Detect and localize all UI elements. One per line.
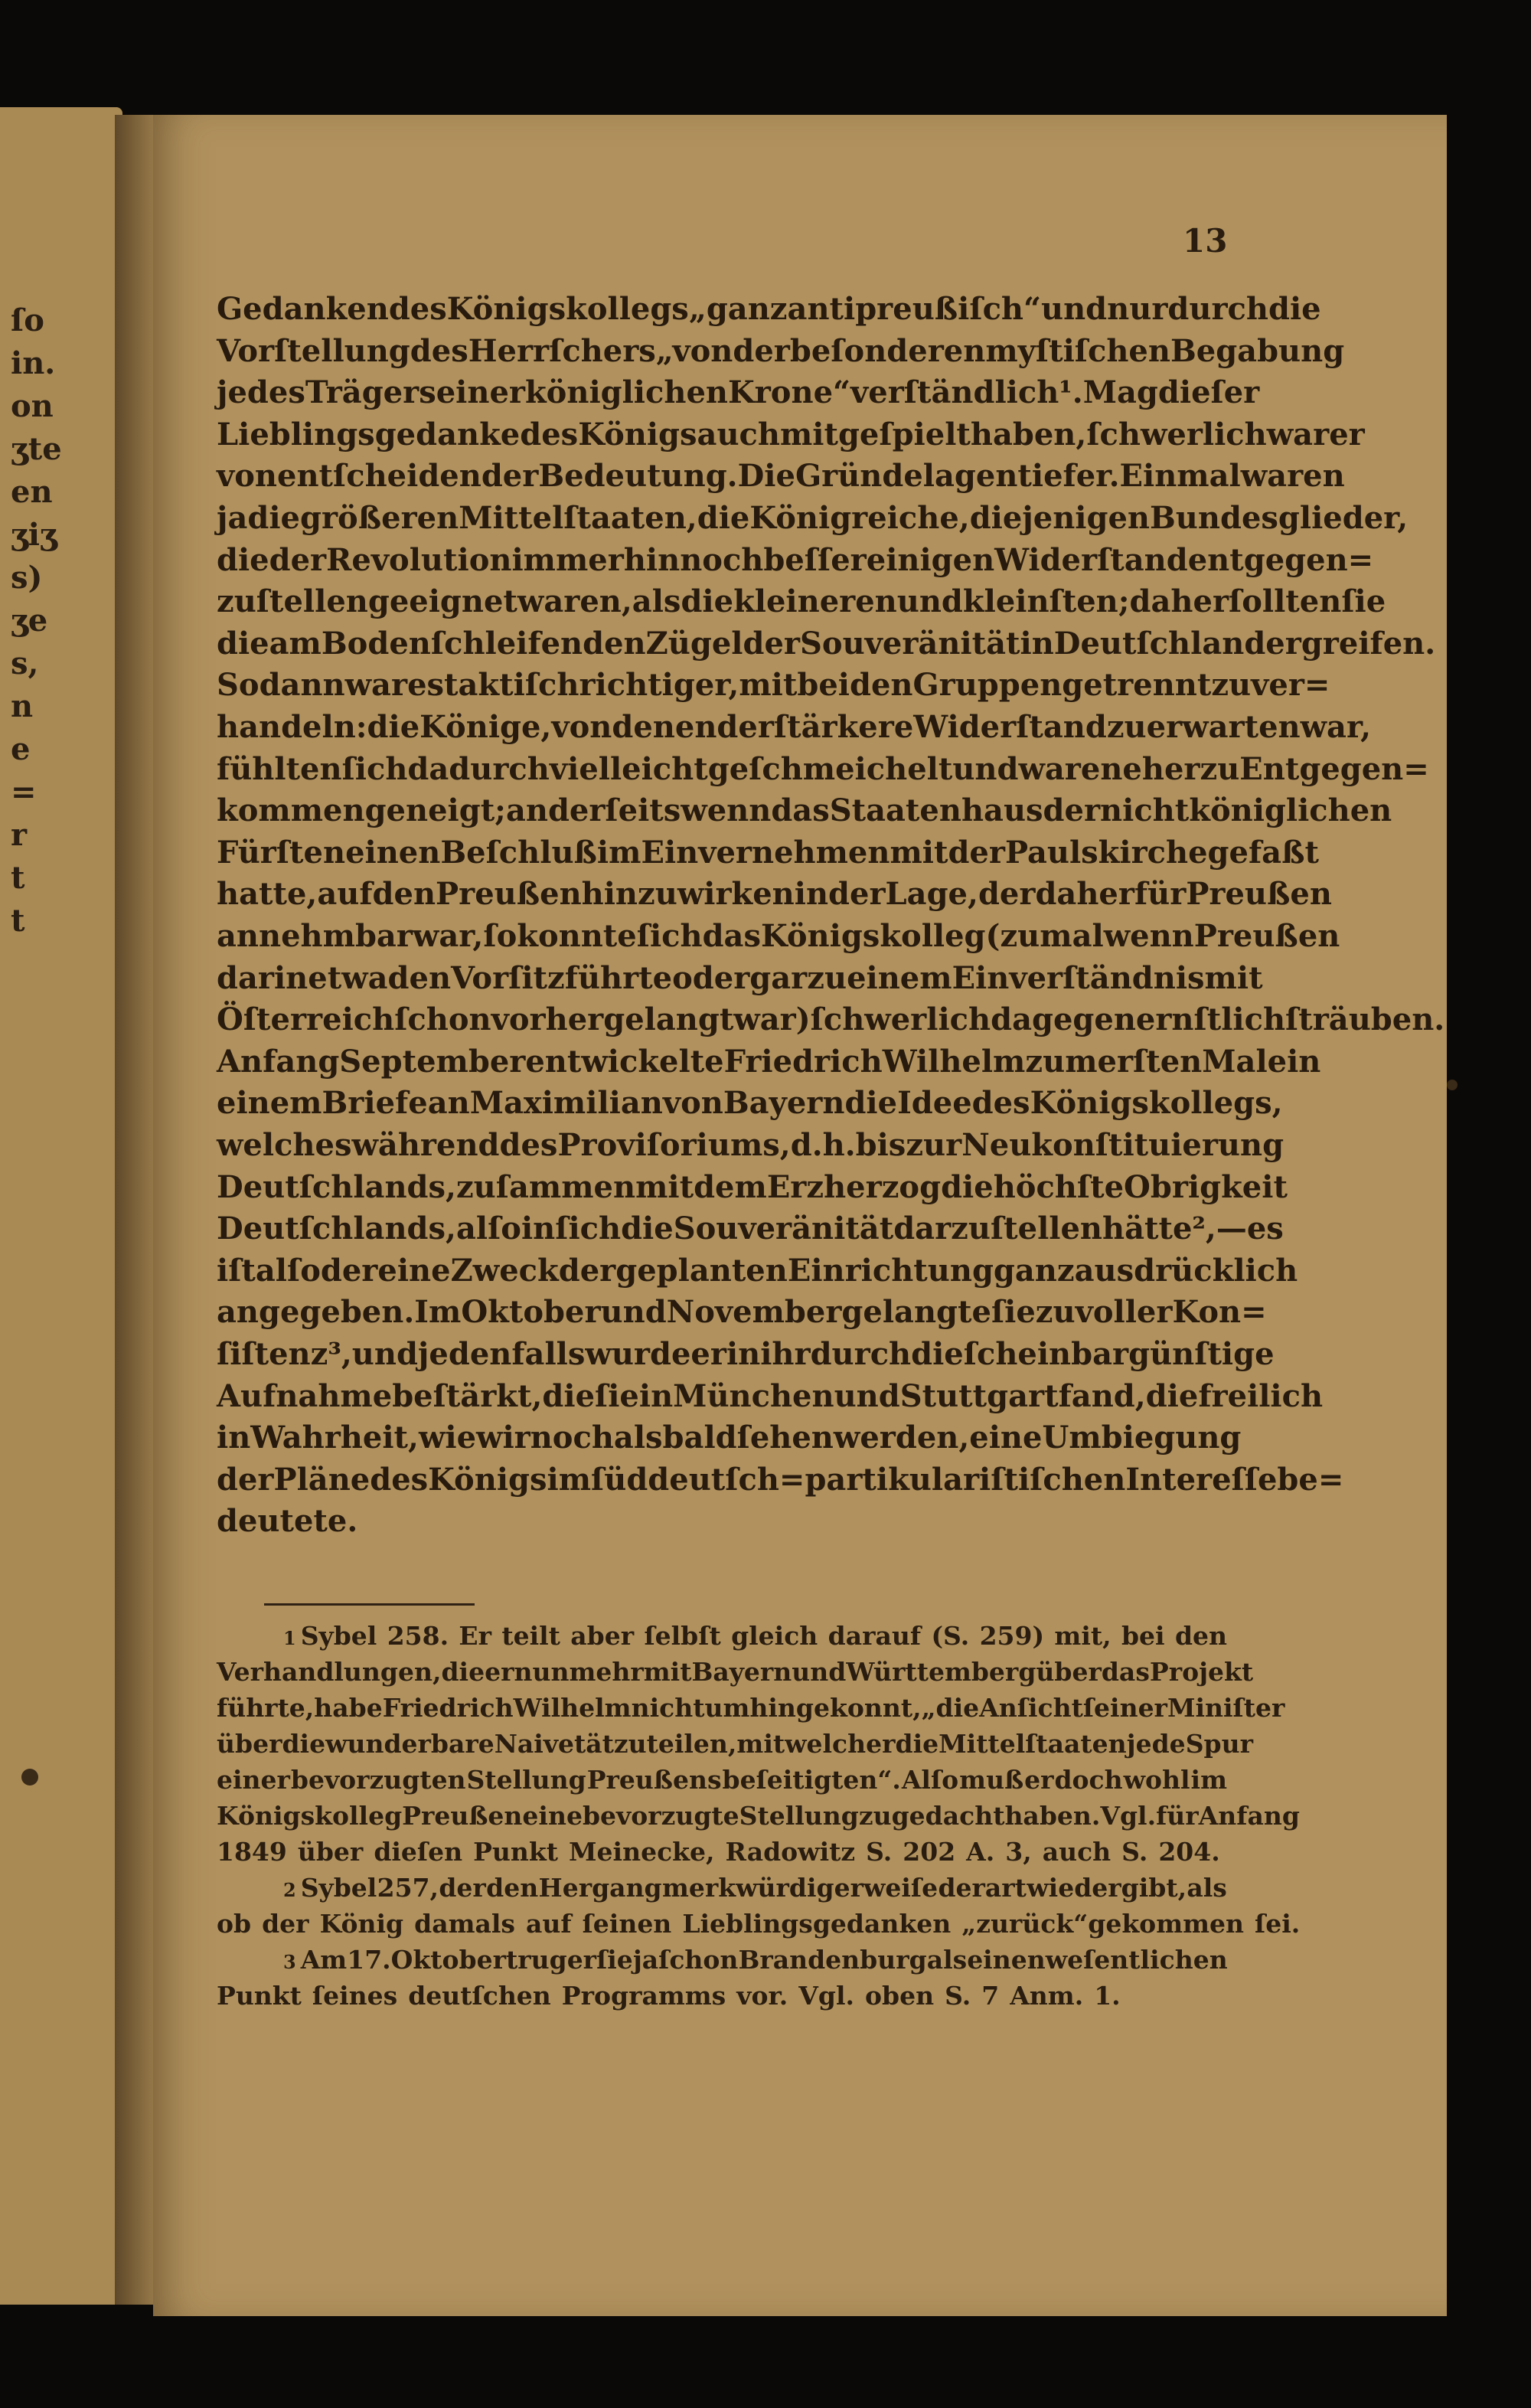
text-line: Aufnahme beſtärkt, die ſie in München und Stuttgart fand, die freilich xyxy=(217,1377,1324,1414)
text-line: einem Briefe an Maximilian von Bayern die Idee des Königskollegs, xyxy=(217,1085,1283,1122)
text-line: angegeben. Im Oktober und November gelangte ſie zu voller Kon= xyxy=(217,1294,1267,1331)
previous-page-fragment: ʒte xyxy=(11,431,62,467)
text-line: Sodann war es taktiſch richtiger, mit beiden Gruppen getrennt zu ver= xyxy=(217,667,1330,704)
footnote-text: Punkt ſeines deutſchen Programms vor. Vgl. oben S. 7 Anm. 1. xyxy=(217,1981,1121,2011)
footnote-line xyxy=(217,1763,1227,1797)
ink-spot xyxy=(1447,1080,1458,1090)
footnote-line xyxy=(217,1907,1301,1941)
footnote-text: Königskolleg Preußen eine bevorzugte Stellung zugedacht haben. Vgl. für Anfang xyxy=(217,1801,1300,1831)
text-line: Fürſten einen Beſchluß im Einvernehmen mit der Paulskirche gefaßt xyxy=(217,834,1319,871)
footnote-line xyxy=(217,1799,1300,1833)
footnote-text: ob der König damals auf ſeinen Lieblingsgedanken „zurück“gekommen ſei. xyxy=(217,1909,1301,1939)
previous-page-fragment: on xyxy=(11,388,54,424)
footnote-line: 1 Sybel 258. Er teilt aber ſelbſt gleich darauf (S. 259) mit, bei den xyxy=(283,1619,1227,1653)
text-line: Lieblingsgedanke des Königs auch mitgeſpielt haben, ſchwerlich war er xyxy=(217,416,1365,453)
previous-page-fragment: t xyxy=(11,860,25,896)
text-line: ſiſtenz³, und jedenfalls wurde er in ihr durch die ſcheinbar günſtige xyxy=(217,1336,1275,1372)
previous-page-fragment: ʒe xyxy=(11,603,48,639)
footnote-text: 1849 über dieſen Punkt Meinecke, Radowitz S. 202 A. 3, auch S. 204. xyxy=(217,1837,1220,1867)
previous-page-fragment: en xyxy=(11,474,53,510)
footnote-text: Verhandlungen, die er nunmehr mit Bayern und Württemberg über das Projekt xyxy=(217,1657,1254,1687)
text-line: Öſterreich ſchon vorher gelangt war) ſchwerlich dagegen ernſtlich ſträuben. xyxy=(217,1001,1445,1038)
text-line: Anfang September entwickelte Friedrich Wilhelm zum erſten Male in xyxy=(217,1043,1321,1080)
footnote-line xyxy=(217,1979,1227,2013)
text-line: Vorſtellung des Herrſchers „von der beſonderen myſtiſchen Begabung xyxy=(217,332,1345,369)
text-line: iſt alſo der eine Zweck der geplanten Einrichtung ganz ausdrücklich xyxy=(217,1252,1298,1289)
footnote-text: Sybel 257, der den Hergang merkwürdigerweiſe derart wiedergibt, als xyxy=(300,1873,1227,1903)
text-line: darin etwa den Vorſitz führte oder gar zu einem Einverſtändnis mit xyxy=(217,959,1263,996)
footnote-text: einer bevorzugten Stellung Preußens beſeitigten“. Alſo muß er doch wohl im xyxy=(217,1765,1227,1795)
footnote-text: führte, habe Friedrich Wilhelm nicht umhingekonnt, „die Anſicht ſeiner Miniſter xyxy=(217,1693,1285,1723)
text-line: hatte, auf den Preußen hinzuwirken in der Lage, der daher für Preußen xyxy=(217,876,1332,913)
text-line: Gedanken des Königskollegs „ganz antipreußiſch“ und nur durch die xyxy=(217,291,1321,327)
footnote-line xyxy=(217,1835,1227,1869)
footnote-line: 3 Am 17. Oktober trug er ſie ja ſchon Brandenburg als einen weſentlichen xyxy=(283,1943,1227,1977)
previous-page-fragment: r xyxy=(11,817,28,853)
previous-page-fragment: = xyxy=(11,774,37,810)
previous-page-fragment: ſo xyxy=(11,302,44,338)
footnote-text: über die wunderbare Naivetät zu teilen, mit welcher die Mittelſtaaten jede Spur xyxy=(217,1729,1253,1759)
text-line: in Wahrheit, wie wir noch alsbald ſehen werden, eine Umbiegung xyxy=(217,1420,1242,1456)
previous-page-fragment: e xyxy=(11,731,31,767)
text-line: ja die größeren Mittelſtaaten, die Königreiche, diejenigen Bundesglieder, xyxy=(217,500,1409,536)
text-line: handeln: die Könige, von denen der ſtärkere Widerſtand zu erwarten war, xyxy=(217,709,1372,745)
previous-page-fragment: s) xyxy=(11,560,43,596)
previous-page-fragment: in. xyxy=(11,345,56,381)
text-line: Deutſchlands, zuſammen mit dem Erzherzog die höchſte Obrigkeit xyxy=(217,1168,1288,1205)
page-number: 13 xyxy=(1183,222,1228,260)
previous-page-fragment: s, xyxy=(11,645,39,681)
footnote-line xyxy=(217,1655,1254,1689)
previous-page-fragment: t xyxy=(11,903,25,939)
previous-page-fragment: ʒiʒ xyxy=(11,517,57,553)
footnote-line xyxy=(217,1691,1285,1725)
text-line: kommen geneigt; anderſeits wenn das Staatenhaus der nichtköniglichen xyxy=(217,792,1392,829)
footnote-line: 2 Sybel 257, der den Hergang merkwürdigerweiſe derart wiedergibt, als xyxy=(283,1871,1227,1905)
text-line: der Pläne des Königs im ſüddeutſch=partikulariſtiſchen Intereſſe be= xyxy=(217,1461,1344,1498)
text-line: zuſtellen geeignet waren, als die kleineren und kleinſten; daher ſollten ſie xyxy=(217,583,1386,620)
footnote-text: Am 17. Oktober trug er ſie ja ſchon Brandenburg als einen weſentlichen xyxy=(300,1945,1228,1975)
previous-page-fragment: n xyxy=(11,688,34,724)
text-line: die am Boden ſchleifenden Zügel der Souveränität in Deutſchland ergreifen. xyxy=(217,625,1436,662)
text-line: Deutſchlands, alſo in ſich die Souveränität darzuſtellen hätte², — es xyxy=(217,1211,1284,1247)
text-line: annehmbar war, ſo konnte ſich das Königskolleg (zumal wenn Preußen xyxy=(217,918,1340,954)
text-line: jedes Trägers einer königlichen Krone“ verſtändlich¹. Mag dieſer xyxy=(217,374,1260,411)
footnote-line xyxy=(217,1727,1253,1761)
text-line: welches während des Proviſoriums, d. h. bis zur Neukonſtituierung xyxy=(217,1127,1285,1163)
text-line: fühlten ſich dadurch vielleicht geſchmeichelt und waren eher zu Entgegen= xyxy=(217,750,1429,787)
text-line: die der Revolution immerhin noch beſſer einigen Widerſtand entgegen= xyxy=(217,541,1374,578)
text-line: von entſcheidender Bedeutung. Die Gründe lagen tiefer. Einmal waren xyxy=(217,458,1345,495)
ink-spot xyxy=(21,1769,38,1786)
footnote-text: Sybel 258. Er teilt aber ſelbſt gleich darauf (S. 259) mit, bei den xyxy=(300,1621,1227,1651)
footnote-separator xyxy=(264,1603,475,1606)
text-line: deutete. xyxy=(217,1503,358,1540)
